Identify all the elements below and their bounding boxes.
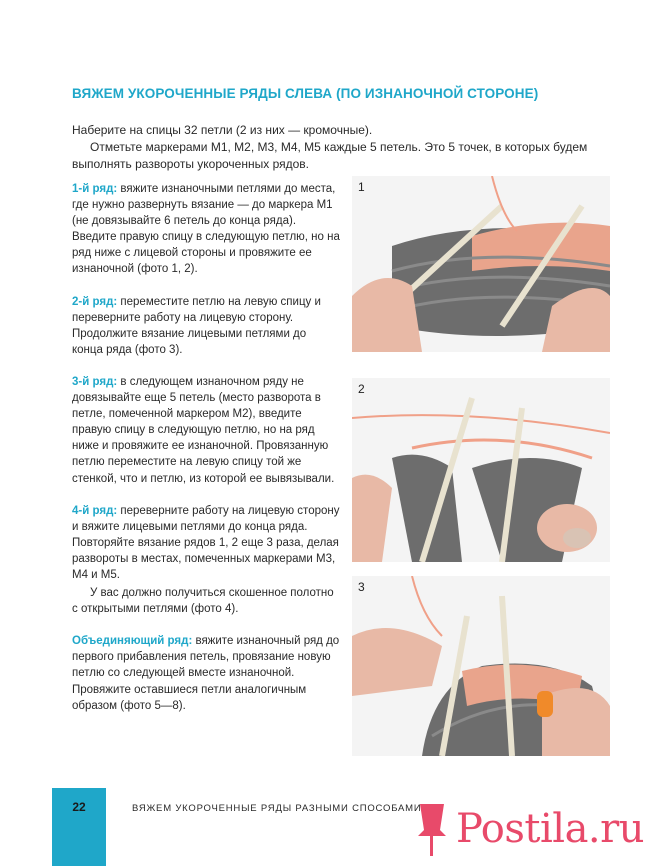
knitting-photo-3-image — [352, 576, 610, 756]
running-title: ВЯЖЕМ УКОРОЧЕННЫЕ РЯДЫ РАЗНЫМИ СПОСОБАМИ — [132, 803, 422, 814]
result-text: У вас должно получиться скошенное полотно с открытыми петлями (фото 4). — [72, 587, 334, 616]
instructions — [72, 181, 340, 730]
photo-2-label: 2 — [358, 382, 365, 396]
intro-line-2: Отметьте маркерами М1, М2, М3, М4, М5 каждые 5 петель. Это 5 точек, в которых будем выполнять развороты укороченных рядов. — [72, 140, 588, 171]
page-title: ВЯЖЕМ УКОРОЧЕННЫЕ РЯДЫ СЛЕВА (ПО ИЗНАНОЧНОЙ СТОРОНЕ) — [72, 86, 539, 101]
step-1-text: вяжите изнаночными петлями до места, где нужно развернуть вязание — до маркера М1 (не довязывайте 6 петель до конца ряда). Введите правую спицу в следующую петлю, но на ряд ниже с лицевой стороны и провяжите ее изнаночной (фото 1, 2). — [72, 183, 340, 276]
step-row-2 — [72, 294, 340, 358]
intro-line-1: Наберите на спицы 32 петли (2 из них — кромочные). — [72, 123, 373, 137]
step-3-text: в следующем изнаночном ряду не довязывайте еще 5 петель (место разворота в петле, помеченной маркером М2), введите правую спицу в следующую петлю, но на ряд ниже и провяжите ее изнаночной. Провязанную петлю переместите на левую спицу той же стенкой, что и петлю, из которой ее вывязывали. — [72, 375, 335, 485]
watermark — [410, 800, 645, 858]
final-row-text: вяжите изнаночный ряд до первого прибавления петель, провязание новую петлю со следующей вместе изнаночной. Провяжите оставшиеся петли аналогичным образом (фото 5—8). — [72, 635, 340, 712]
photo-3-label: 3 — [358, 580, 365, 594]
step-4-lead: 4-й ряд: — [72, 504, 118, 517]
page-number: 22 — [72, 800, 86, 814]
step-1-lead: 1-й ряд: — [72, 183, 118, 195]
photo-2 — [352, 378, 610, 562]
final-row — [72, 633, 340, 713]
step-row-4 — [72, 503, 340, 583]
final-row-lead: Объединяющий ряд: — [72, 635, 193, 648]
photo-1-label: 1 — [358, 180, 365, 194]
knitting-photo-1-image — [352, 176, 610, 352]
step-2-text: переместите петлю на левую спицу и переверните работу на лицевую сторону. Продолжите вязание лицевыми петлями до конца ряда (фото 3). — [72, 295, 321, 356]
watermark-text: Postila.ru — [456, 806, 645, 852]
step-4-text: переверните работу на лицевую сторону и вяжите лицевыми петлями до конца ряда. Повторяйте вязание рядов 1, 2 еще 3 раза, делая развороты в местах, помеченных маркерами М3, М4 и М5. — [72, 504, 340, 581]
knitting-photo-2-image — [352, 378, 610, 562]
step-3-lead: 3-й ряд: — [72, 375, 118, 388]
photo-1 — [352, 176, 610, 352]
watermark-logo-icon — [410, 800, 454, 858]
intro-text — [72, 122, 612, 173]
step-row-1 — [72, 181, 340, 278]
photo-3 — [352, 576, 610, 756]
step-2-lead: 2-й ряд: — [72, 295, 118, 308]
step-row-3 — [72, 374, 340, 487]
